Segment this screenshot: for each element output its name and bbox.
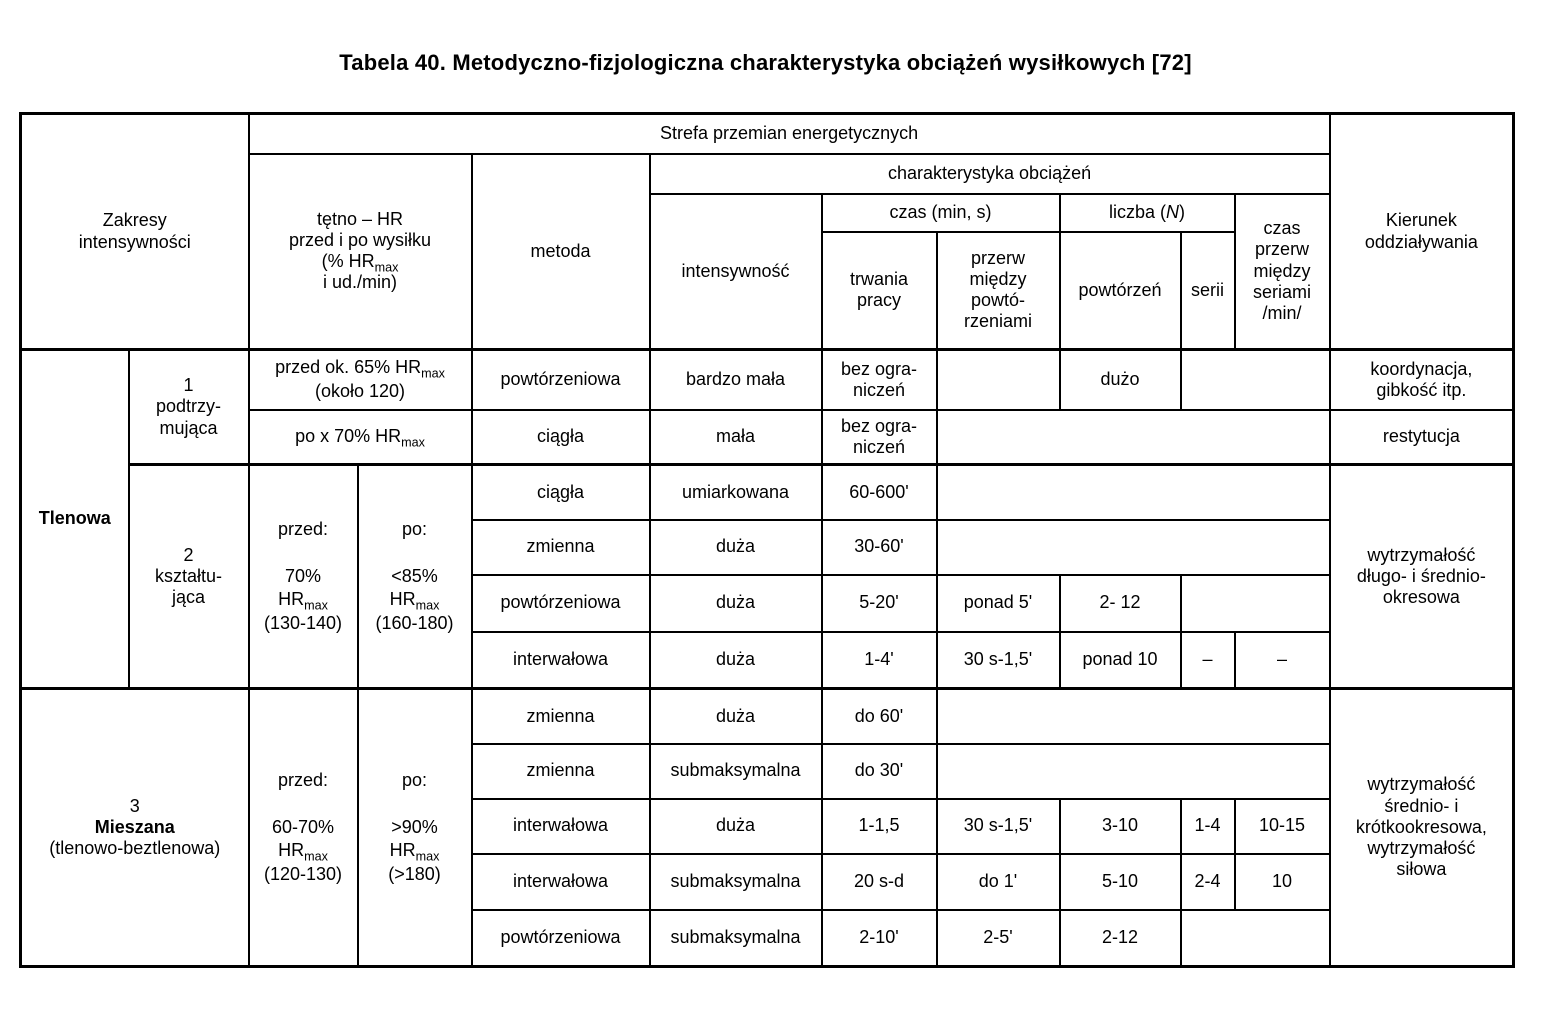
header-charakterystyka-obciazen: charakterystyka obciążeń bbox=[650, 154, 1330, 194]
cell-powtorzen-r9: 3-10 bbox=[1060, 799, 1181, 854]
cell-trwania-r5: 5-20' bbox=[822, 575, 937, 632]
header-czas-min-s: czas (min, s) bbox=[822, 194, 1060, 232]
header-serii: serii bbox=[1181, 232, 1235, 350]
cell-serii-r10: 2-4 bbox=[1181, 854, 1235, 910]
cell-hr-g1-po: po x 70% $HR_{max}$ bbox=[249, 410, 472, 465]
cell-trwania-r1: bez ogra- niczeń bbox=[822, 350, 937, 410]
cell-intensywnosc-r11: submaksymalna bbox=[650, 910, 822, 967]
header-liczba-n: liczba (N) bbox=[1060, 194, 1235, 232]
cell-czas-przerw-r9: 10-15 bbox=[1235, 799, 1330, 854]
cell-metoda-r7: zmienna bbox=[472, 689, 650, 744]
cell-metoda-r10: interwałowa bbox=[472, 854, 650, 910]
cell-trwania-r11: 2-10' bbox=[822, 910, 937, 967]
cell-powtorzen-r6: ponad 10 bbox=[1060, 632, 1181, 689]
cell-metoda-r5: powtórzeniowa bbox=[472, 575, 650, 632]
cell-metoda-r1: powtórzeniowa bbox=[472, 350, 650, 410]
header-zakresy-intensywnosci: Zakresy intensywności bbox=[21, 114, 249, 350]
cell-intensywnosc-r1: bardzo mała bbox=[650, 350, 822, 410]
cell-przerw-r5: ponad 5' bbox=[937, 575, 1060, 632]
cell-przerw-r6: 30 s-1,5' bbox=[937, 632, 1060, 689]
cell-merged-r7-empty bbox=[937, 689, 1330, 744]
cell-trwania-r10: 20 s-d bbox=[822, 854, 937, 910]
header-kierunek-oddzialywania: Kierunek oddziaływania bbox=[1330, 114, 1514, 350]
cell-kierunek-g2: wytrzymałość długo- i średnio- okresowa bbox=[1330, 465, 1514, 689]
cell-zakres-tlenowa: Tlenowa bbox=[21, 350, 129, 689]
header-tetno-hr: tętno – HR przed i po wysiłku (% $HR_{max}$ i ud./min) bbox=[249, 154, 472, 350]
header-strefa-przemian: Strefa przemian energetycznych bbox=[249, 114, 1330, 154]
cell-serii-czas-r1-empty bbox=[1181, 350, 1330, 410]
cell-zakres-mieszana: 3 Mieszana (tlenowo-beztlenowa) bbox=[21, 689, 249, 967]
cell-serii-r9: 1-4 bbox=[1181, 799, 1235, 854]
cell-przerw-r9: 30 s-1,5' bbox=[937, 799, 1060, 854]
cell-metoda-r9: interwałowa bbox=[472, 799, 650, 854]
cell-czas-przerw-r10: 10 bbox=[1235, 854, 1330, 910]
header-metoda: metoda bbox=[472, 154, 650, 350]
cell-group-1-podtrzymujaca: 1 podtrzy- mująca bbox=[129, 350, 249, 465]
cell-metoda-r8: zmienna bbox=[472, 744, 650, 799]
cell-intensywnosc-r9: duża bbox=[650, 799, 822, 854]
cell-metoda-r4: zmienna bbox=[472, 520, 650, 575]
cell-hr-g2-przed: przed: 70% $HR_{max}$ (130-140) bbox=[249, 465, 358, 689]
cell-metoda-r11: powtórzeniowa bbox=[472, 910, 650, 967]
header-powtorzen: powtórzeń bbox=[1060, 232, 1181, 350]
cell-przerw-r1-empty bbox=[937, 350, 1060, 410]
cell-trwania-r2: bez ogra- niczeń bbox=[822, 410, 937, 465]
loads-characteristics-table bbox=[19, 112, 1515, 968]
cell-czas-przerw-r6: – bbox=[1235, 632, 1330, 689]
header-czas-przerw-seriami: czas przerw między seriami /min/ bbox=[1235, 194, 1330, 350]
cell-merged-r8-empty bbox=[937, 744, 1330, 799]
cell-merged-r2-empty bbox=[937, 410, 1330, 465]
header-przerw-miedzy-powtorzeniami: przerw między powtó- rzeniami bbox=[937, 232, 1060, 350]
cell-group-2-ksztaltujaca: 2 kształtu- jąca bbox=[129, 465, 249, 689]
cell-metoda-r2: ciągła bbox=[472, 410, 650, 465]
header-trwania-pracy: trwania pracy bbox=[822, 232, 937, 350]
cell-trwania-r6: 1-4' bbox=[822, 632, 937, 689]
cell-intensywnosc-r3: umiarkowana bbox=[650, 465, 822, 520]
cell-trwania-r3: 60-600' bbox=[822, 465, 937, 520]
cell-hr-g2-po: po: <85% $HR_{max}$ (160-180) bbox=[358, 465, 472, 689]
cell-przerw-r10: do 1' bbox=[937, 854, 1060, 910]
cell-intensywnosc-r2: mała bbox=[650, 410, 822, 465]
cell-hr-g3-przed: przed: 60-70% $HR_{max}$ (120-130) bbox=[249, 689, 358, 967]
cell-merged-r4-empty bbox=[937, 520, 1330, 575]
header-intensywnosc: intensywność bbox=[650, 194, 822, 350]
table-caption: Tabela 40. Metodyczno-fizjologiczna charakterystyka obciążeń wysiłkowych [72] bbox=[339, 50, 1192, 75]
cell-trwania-r4: 30-60' bbox=[822, 520, 937, 575]
cell-intensywnosc-r8: submaksymalna bbox=[650, 744, 822, 799]
cell-powtorzen-r5: 2- 12 bbox=[1060, 575, 1181, 632]
cell-kierunek-g3: wytrzymałość średnio- i krótkookresowa, wytrzymałość siłowa bbox=[1330, 689, 1514, 967]
cell-serii-r6: – bbox=[1181, 632, 1235, 689]
cell-merged-r3-empty bbox=[937, 465, 1330, 520]
cell-kierunek-r2: restytucja bbox=[1330, 410, 1514, 465]
cell-trwania-r7: do 60' bbox=[822, 689, 937, 744]
cell-trwania-r9: 1-1,5 bbox=[822, 799, 937, 854]
cell-metoda-r6: interwałowa bbox=[472, 632, 650, 689]
cell-serii-czas-r5-empty bbox=[1181, 575, 1330, 632]
cell-przerw-r11: 2-5' bbox=[937, 910, 1060, 967]
cell-serii-czas-r11-empty bbox=[1181, 910, 1330, 967]
cell-powtorzen-r10: 5-10 bbox=[1060, 854, 1181, 910]
cell-intensywnosc-r5: duża bbox=[650, 575, 822, 632]
cell-kierunek-r1: koordynacja, gibkość itp. bbox=[1330, 350, 1514, 410]
cell-hr-g3-po: po: >90% $HR_{max}$ (>180) bbox=[358, 689, 472, 967]
cell-trwania-r8: do 30' bbox=[822, 744, 937, 799]
cell-metoda-r3: ciągła bbox=[472, 465, 650, 520]
cell-intensywnosc-r7: duża bbox=[650, 689, 822, 744]
cell-hr-g1-przed: przed ok. 65% $HR_{max}$ (około 120) bbox=[249, 350, 472, 410]
cell-intensywnosc-r6: duża bbox=[650, 632, 822, 689]
cell-intensywnosc-r10: submaksymalna bbox=[650, 854, 822, 910]
cell-intensywnosc-r4: duża bbox=[650, 520, 822, 575]
cell-powtorzen-r11: 2-12 bbox=[1060, 910, 1181, 967]
cell-powtorzen-r1: dużo bbox=[1060, 350, 1181, 410]
